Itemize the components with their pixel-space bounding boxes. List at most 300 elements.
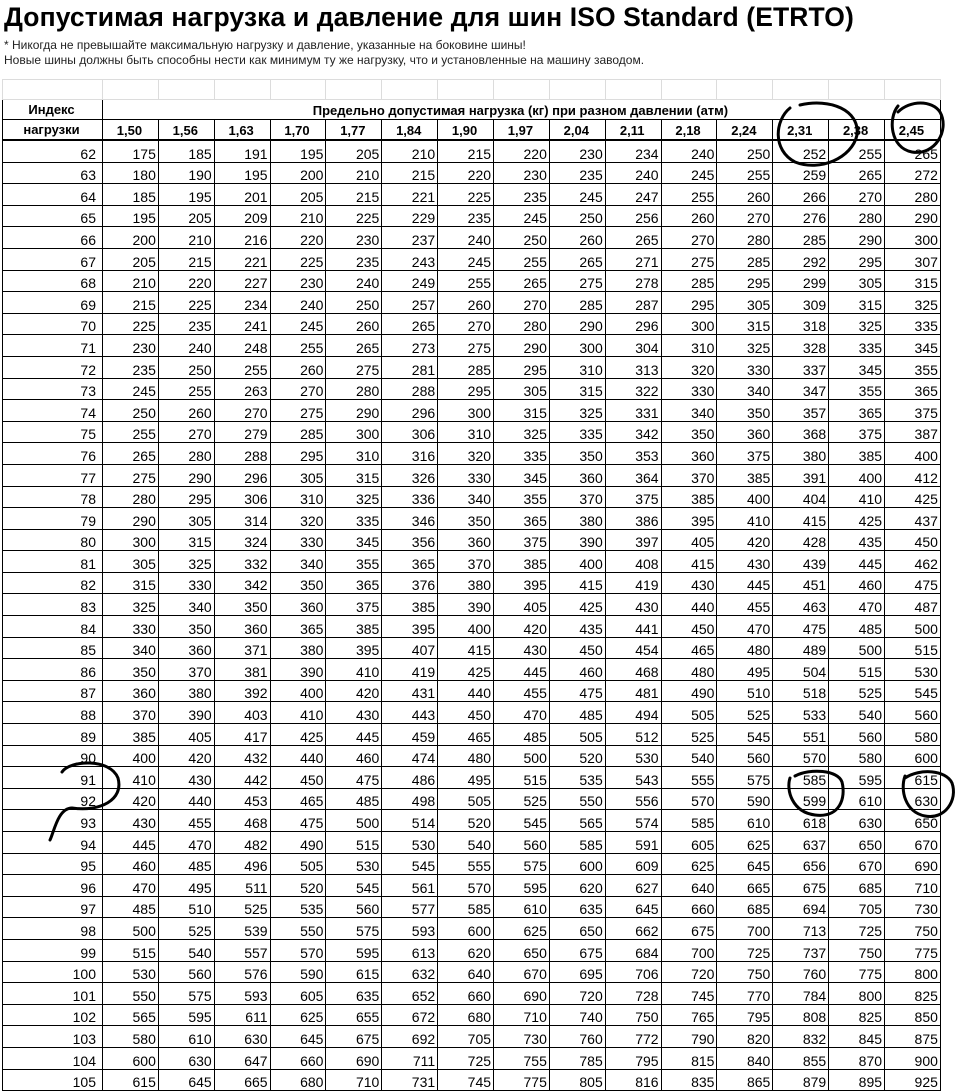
load-value-cell: 300 <box>549 335 605 357</box>
load-value-cell: 489 <box>773 637 829 659</box>
load-value-cell: 645 <box>717 853 773 875</box>
load-value-cell: 600 <box>103 1047 159 1069</box>
load-value-cell: 400 <box>270 680 326 702</box>
load-value-cell: 650 <box>549 918 605 940</box>
table-row <box>3 227 941 249</box>
load-value-cell: 504 <box>773 659 829 681</box>
load-index-cell: 93 <box>3 810 103 832</box>
pressure-header-cell: 2,11 <box>605 120 661 141</box>
table-row <box>3 248 941 270</box>
load-value-cell: 680 <box>438 1004 494 1026</box>
load-value-cell: 195 <box>270 140 326 162</box>
load-value-cell: 395 <box>661 508 717 530</box>
load-value-cell: 650 <box>494 939 550 961</box>
table-row <box>3 680 941 702</box>
load-value-cell: 255 <box>103 421 159 443</box>
load-value-cell: 505 <box>270 853 326 875</box>
load-value-cell: 441 <box>605 616 661 638</box>
load-value-cell: 613 <box>382 939 438 961</box>
load-value-cell: 618 <box>773 810 829 832</box>
load-value-cell: 395 <box>326 637 382 659</box>
load-value-cell: 387 <box>885 421 941 443</box>
load-index-cell: 79 <box>3 508 103 530</box>
load-value-cell: 610 <box>717 810 773 832</box>
load-value-cell: 740 <box>549 1004 605 1026</box>
load-value-cell: 290 <box>326 400 382 422</box>
load-value-cell: 684 <box>605 939 661 961</box>
index-header-line1: Индекс <box>3 100 103 120</box>
load-value-cell: 675 <box>326 1026 382 1048</box>
table-body <box>3 140 941 1091</box>
load-value-cell: 250 <box>103 400 159 422</box>
load-value-cell: 350 <box>717 400 773 422</box>
load-value-cell: 330 <box>661 378 717 400</box>
load-value-cell: 288 <box>382 378 438 400</box>
load-value-cell: 630 <box>885 788 941 810</box>
load-value-cell: 270 <box>829 184 885 206</box>
load-value-cell: 410 <box>717 508 773 530</box>
load-value-cell: 560 <box>885 702 941 724</box>
table-row <box>3 443 941 465</box>
load-value-cell: 350 <box>661 421 717 443</box>
table-row <box>3 896 941 918</box>
load-index-cell: 103 <box>3 1026 103 1048</box>
load-value-cell: 710 <box>326 1069 382 1091</box>
load-value-cell: 260 <box>326 313 382 335</box>
load-value-cell: 240 <box>158 335 214 357</box>
load-value-cell: 273 <box>382 335 438 357</box>
load-value-cell: 665 <box>214 1069 270 1091</box>
load-value-cell: 325 <box>829 313 885 335</box>
load-value-cell: 670 <box>494 961 550 983</box>
load-value-cell: 385 <box>103 724 159 746</box>
load-value-cell: 360 <box>214 616 270 638</box>
load-value-cell: 195 <box>158 184 214 206</box>
load-value-cell: 299 <box>773 270 829 292</box>
load-value-cell: 235 <box>158 313 214 335</box>
load-value-cell: 428 <box>773 529 829 551</box>
load-value-cell: 775 <box>829 961 885 983</box>
load-value-cell: 685 <box>829 875 885 897</box>
load-value-cell: 615 <box>326 961 382 983</box>
load-value-cell: 310 <box>438 421 494 443</box>
load-value-cell: 615 <box>103 1069 159 1091</box>
load-value-cell: 309 <box>773 292 829 314</box>
load-value-cell: 560 <box>494 832 550 854</box>
load-value-cell: 400 <box>103 745 159 767</box>
load-value-cell: 790 <box>661 1026 717 1048</box>
load-value-cell: 285 <box>717 248 773 270</box>
load-value-cell: 295 <box>158 486 214 508</box>
load-value-cell: 840 <box>717 1047 773 1069</box>
load-value-cell: 281 <box>382 356 438 378</box>
load-value-cell: 265 <box>605 227 661 249</box>
table-row <box>3 270 941 292</box>
load-value-cell: 255 <box>438 270 494 292</box>
load-value-cell: 220 <box>494 140 550 162</box>
load-value-cell: 410 <box>270 702 326 724</box>
load-value-cell: 690 <box>494 983 550 1005</box>
load-value-cell: 627 <box>605 875 661 897</box>
load-value-cell: 725 <box>829 918 885 940</box>
table-row <box>3 400 941 422</box>
table-row <box>3 983 941 1005</box>
load-value-cell: 900 <box>885 1047 941 1069</box>
load-value-cell: 485 <box>494 724 550 746</box>
load-value-cell: 731 <box>382 1069 438 1091</box>
load-value-cell: 205 <box>158 205 214 227</box>
load-value-cell: 454 <box>605 637 661 659</box>
load-value-cell: 450 <box>885 529 941 551</box>
load-value-cell: 234 <box>214 292 270 314</box>
load-value-cell: 475 <box>549 680 605 702</box>
load-value-cell: 340 <box>270 551 326 573</box>
load-index-cell: 64 <box>3 184 103 206</box>
load-value-cell: 551 <box>773 724 829 746</box>
load-value-cell: 310 <box>326 443 382 465</box>
load-value-cell: 570 <box>773 745 829 767</box>
load-value-cell: 210 <box>326 162 382 184</box>
blank-cell <box>605 80 661 100</box>
load-value-cell: 279 <box>214 421 270 443</box>
load-value-cell: 330 <box>438 464 494 486</box>
load-value-cell: 533 <box>773 702 829 724</box>
load-value-cell: 575 <box>326 918 382 940</box>
pressure-header-cell: 2,18 <box>661 120 717 141</box>
load-value-cell: 675 <box>661 918 717 940</box>
load-index-cell: 65 <box>3 205 103 227</box>
table-row <box>3 551 941 573</box>
load-value-cell: 660 <box>661 896 717 918</box>
load-value-cell: 496 <box>214 853 270 875</box>
load-value-cell: 270 <box>214 400 270 422</box>
load-value-cell: 685 <box>717 896 773 918</box>
load-value-cell: 386 <box>605 508 661 530</box>
load-value-cell: 875 <box>885 1026 941 1048</box>
load-value-cell: 259 <box>773 162 829 184</box>
load-value-cell: 500 <box>885 616 941 638</box>
load-value-cell: 487 <box>885 594 941 616</box>
load-value-cell: 272 <box>885 162 941 184</box>
load-value-cell: 700 <box>717 918 773 940</box>
load-value-cell: 397 <box>605 529 661 551</box>
load-value-cell: 350 <box>214 594 270 616</box>
load-value-cell: 237 <box>382 227 438 249</box>
load-value-cell: 835 <box>661 1069 717 1091</box>
load-value-cell: 245 <box>438 248 494 270</box>
load-value-cell: 245 <box>494 205 550 227</box>
blank-cell <box>829 80 885 100</box>
load-value-cell: 375 <box>494 529 550 551</box>
load-value-cell: 445 <box>494 659 550 681</box>
load-value-cell: 879 <box>773 1069 829 1091</box>
load-value-cell: 580 <box>103 1026 159 1048</box>
load-value-cell: 745 <box>661 983 717 1005</box>
pressure-header-cell: 2,04 <box>549 120 605 141</box>
load-value-cell: 510 <box>717 680 773 702</box>
load-header: Предельно допустимая нагрузка (кг) при разном давлении (атм) <box>103 100 941 120</box>
load-value-cell: 295 <box>494 356 550 378</box>
load-value-cell: 656 <box>773 853 829 875</box>
table-row <box>3 1069 941 1091</box>
load-value-cell: 600 <box>885 745 941 767</box>
load-value-cell: 390 <box>158 702 214 724</box>
load-value-cell: 645 <box>158 1069 214 1091</box>
pressure-header-cell: 1,84 <box>382 120 438 141</box>
load-value-cell: 515 <box>103 939 159 961</box>
load-value-cell: 481 <box>605 680 661 702</box>
load-value-cell: 220 <box>438 162 494 184</box>
load-value-cell: 470 <box>829 594 885 616</box>
load-value-cell: 405 <box>661 529 717 551</box>
load-value-cell: 357 <box>773 400 829 422</box>
load-value-cell: 235 <box>103 356 159 378</box>
load-index-cell: 90 <box>3 745 103 767</box>
load-value-cell: 420 <box>717 529 773 551</box>
load-value-cell: 575 <box>494 853 550 875</box>
load-value-cell: 313 <box>605 356 661 378</box>
table-row <box>3 724 941 746</box>
load-value-cell: 391 <box>773 464 829 486</box>
load-value-cell: 265 <box>382 313 438 335</box>
load-value-cell: 490 <box>270 832 326 854</box>
load-value-cell: 375 <box>829 421 885 443</box>
load-value-cell: 635 <box>549 896 605 918</box>
load-value-cell: 295 <box>717 270 773 292</box>
load-value-cell: 375 <box>885 400 941 422</box>
load-value-cell: 315 <box>326 464 382 486</box>
load-value-cell: 645 <box>605 896 661 918</box>
load-value-cell: 247 <box>605 184 661 206</box>
load-value-cell: 255 <box>270 335 326 357</box>
load-value-cell: 275 <box>549 270 605 292</box>
load-value-cell: 385 <box>829 443 885 465</box>
load-value-cell: 270 <box>438 313 494 335</box>
load-value-cell: 290 <box>494 335 550 357</box>
load-value-cell: 285 <box>661 270 717 292</box>
load-value-cell: 276 <box>773 205 829 227</box>
table-row <box>3 140 941 162</box>
load-value-cell: 205 <box>103 248 159 270</box>
load-value-cell: 270 <box>158 421 214 443</box>
load-value-cell: 430 <box>717 551 773 573</box>
load-value-cell: 652 <box>382 983 438 1005</box>
load-value-cell: 365 <box>382 551 438 573</box>
load-value-cell: 625 <box>717 832 773 854</box>
load-value-cell: 855 <box>773 1047 829 1069</box>
load-value-cell: 220 <box>158 270 214 292</box>
load-value-cell: 425 <box>549 594 605 616</box>
load-value-cell: 325 <box>158 551 214 573</box>
load-value-cell: 345 <box>885 335 941 357</box>
page-title: Допустимая нагрузка и давление для шин ISO Standard (ETRTO) <box>4 2 854 32</box>
load-value-cell: 845 <box>829 1026 885 1048</box>
load-value-cell: 243 <box>382 248 438 270</box>
load-value-cell: 215 <box>158 248 214 270</box>
load-value-cell: 590 <box>717 788 773 810</box>
load-value-cell: 570 <box>270 939 326 961</box>
load-value-cell: 325 <box>549 400 605 422</box>
load-value-cell: 670 <box>885 832 941 854</box>
load-value-cell: 365 <box>270 616 326 638</box>
load-value-cell: 412 <box>885 464 941 486</box>
load-value-cell: 400 <box>885 443 941 465</box>
load-value-cell: 675 <box>549 939 605 961</box>
blank-cell <box>549 80 605 100</box>
load-value-cell: 525 <box>661 724 717 746</box>
load-value-cell: 305 <box>494 378 550 400</box>
load-value-cell: 260 <box>438 292 494 314</box>
load-value-cell: 825 <box>885 983 941 1005</box>
load-value-cell: 475 <box>885 572 941 594</box>
load-value-cell: 445 <box>103 832 159 854</box>
load-value-cell: 241 <box>214 313 270 335</box>
table-row <box>3 572 941 594</box>
load-value-cell: 371 <box>214 637 270 659</box>
load-value-cell: 375 <box>326 594 382 616</box>
load-value-cell: 265 <box>326 335 382 357</box>
load-index-cell: 68 <box>3 270 103 292</box>
load-value-cell: 215 <box>326 184 382 206</box>
load-value-cell: 292 <box>773 248 829 270</box>
load-value-cell: 271 <box>605 248 661 270</box>
load-value-cell: 694 <box>773 896 829 918</box>
load-index-cell: 73 <box>3 378 103 400</box>
load-value-cell: 285 <box>773 227 829 249</box>
load-value-cell: 300 <box>661 313 717 335</box>
load-value-cell: 540 <box>158 939 214 961</box>
load-value-cell: 800 <box>885 961 941 983</box>
load-value-cell: 255 <box>829 140 885 162</box>
load-value-cell: 425 <box>829 508 885 530</box>
load-value-cell: 325 <box>717 335 773 357</box>
load-value-cell: 340 <box>158 594 214 616</box>
blank-cell <box>885 80 941 100</box>
load-value-cell: 310 <box>549 356 605 378</box>
load-value-cell: 200 <box>103 227 159 249</box>
load-value-cell: 355 <box>326 551 382 573</box>
load-value-cell: 690 <box>326 1047 382 1069</box>
info-note: Новые шины должны быть способны нести как минимум ту же нагрузку, что и установленные на машину заводом. <box>4 53 645 67</box>
load-value-cell: 485 <box>549 702 605 724</box>
load-value-cell: 585 <box>438 896 494 918</box>
load-value-cell: 850 <box>885 1004 941 1026</box>
load-value-cell: 320 <box>270 508 326 530</box>
load-value-cell: 304 <box>605 335 661 357</box>
load-value-cell: 600 <box>438 918 494 940</box>
load-value-cell: 645 <box>270 1026 326 1048</box>
table-row <box>3 378 941 400</box>
load-value-cell: 795 <box>605 1047 661 1069</box>
load-value-cell: 556 <box>605 788 661 810</box>
load-value-cell: 300 <box>103 529 159 551</box>
load-value-cell: 263 <box>214 378 270 400</box>
load-value-cell: 275 <box>661 248 717 270</box>
pressure-header-row <box>3 120 941 141</box>
load-value-cell: 210 <box>158 227 214 249</box>
load-value-cell: 415 <box>438 637 494 659</box>
load-value-cell: 235 <box>494 184 550 206</box>
load-value-cell: 460 <box>549 659 605 681</box>
load-value-cell: 356 <box>382 529 438 551</box>
load-value-cell: 730 <box>494 1026 550 1048</box>
load-value-cell: 315 <box>717 313 773 335</box>
blank-cell <box>717 80 773 100</box>
load-value-cell: 450 <box>549 637 605 659</box>
load-value-cell: 315 <box>494 400 550 422</box>
load-value-cell: 610 <box>158 1026 214 1048</box>
load-value-cell: 470 <box>717 616 773 638</box>
load-value-cell: 385 <box>382 594 438 616</box>
load-value-cell: 665 <box>717 875 773 897</box>
load-value-cell: 432 <box>214 745 270 767</box>
load-value-cell: 440 <box>661 594 717 616</box>
load-value-cell: 266 <box>773 184 829 206</box>
load-value-cell: 611 <box>214 1004 270 1026</box>
load-value-cell: 227 <box>214 270 270 292</box>
load-value-cell: 255 <box>717 162 773 184</box>
load-value-cell: 287 <box>605 292 661 314</box>
load-value-cell: 252 <box>773 140 829 162</box>
load-value-cell: 270 <box>270 378 326 400</box>
blank-cell <box>326 80 382 100</box>
load-value-cell: 480 <box>661 659 717 681</box>
load-value-cell: 328 <box>773 335 829 357</box>
load-value-cell: 515 <box>885 637 941 659</box>
load-value-cell: 555 <box>438 853 494 875</box>
load-value-cell: 593 <box>382 918 438 940</box>
load-value-cell: 765 <box>661 1004 717 1026</box>
load-value-cell: 340 <box>103 637 159 659</box>
table-row <box>3 788 941 810</box>
load-value-cell: 250 <box>326 292 382 314</box>
load-value-cell: 296 <box>605 313 661 335</box>
load-value-cell: 750 <box>885 918 941 940</box>
load-value-cell: 710 <box>885 875 941 897</box>
load-value-cell: 234 <box>605 140 661 162</box>
load-value-cell: 465 <box>438 724 494 746</box>
load-value-cell: 560 <box>158 961 214 983</box>
load-value-cell: 705 <box>829 896 885 918</box>
load-value-cell: 570 <box>438 875 494 897</box>
load-value-cell: 230 <box>103 335 159 357</box>
table-row <box>3 832 941 854</box>
load-value-cell: 320 <box>438 443 494 465</box>
load-value-cell: 210 <box>270 205 326 227</box>
load-value-cell: 365 <box>494 508 550 530</box>
load-value-cell: 335 <box>326 508 382 530</box>
load-value-cell: 419 <box>382 659 438 681</box>
load-value-cell: 370 <box>158 659 214 681</box>
load-value-cell: 530 <box>326 853 382 875</box>
load-value-cell: 725 <box>438 1047 494 1069</box>
load-value-cell: 585 <box>661 810 717 832</box>
load-value-cell: 557 <box>214 939 270 961</box>
load-value-cell: 280 <box>103 486 159 508</box>
blank-cell <box>382 80 438 100</box>
load-value-cell: 445 <box>326 724 382 746</box>
load-value-cell: 370 <box>549 486 605 508</box>
load-value-cell: 265 <box>549 248 605 270</box>
load-value-cell: 305 <box>270 464 326 486</box>
load-value-cell: 235 <box>326 248 382 270</box>
table-row <box>3 292 941 314</box>
load-value-cell: 505 <box>438 788 494 810</box>
load-value-cell: 515 <box>326 832 382 854</box>
load-value-cell: 305 <box>103 551 159 573</box>
load-index-cell: 98 <box>3 918 103 940</box>
load-index-cell: 84 <box>3 616 103 638</box>
